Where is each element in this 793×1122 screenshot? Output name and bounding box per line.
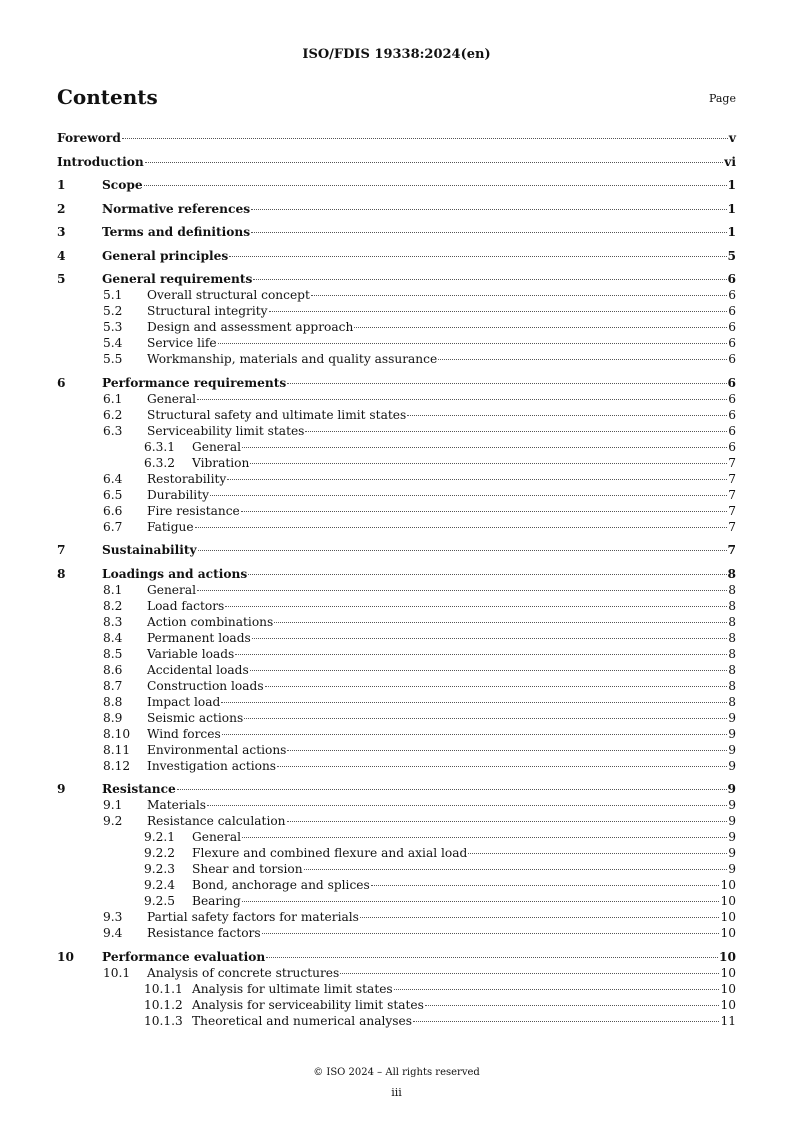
dot-leader [277, 766, 727, 767]
toc-entry-number: 10 [57, 949, 74, 964]
toc-entry-page: 1 [727, 201, 736, 216]
toc-entry-page: 8 [728, 598, 736, 613]
page-number: iii [391, 1086, 402, 1099]
toc-entry-page: 8 [728, 582, 736, 597]
toc-entry-page: 6 [727, 375, 736, 390]
toc-entry-number: 3 [57, 225, 66, 239]
dot-leader [304, 869, 728, 870]
toc-entry-number: 10.1.3 [144, 1013, 183, 1028]
toc-entry-title: General [192, 439, 241, 454]
toc-entry-title: Permanent loads [147, 630, 251, 645]
toc-entry-number: 6.5 [103, 487, 123, 502]
dot-leader [235, 654, 727, 655]
dot-leader [222, 734, 728, 735]
toc-entry-title: Durability [147, 487, 209, 502]
toc-entry-page: vi [724, 154, 736, 169]
dot-leader [340, 973, 719, 974]
toc-entry[interactable] [57, 598, 736, 614]
toc-entry-page: 5 [727, 248, 736, 263]
toc-entry-title: General [147, 582, 196, 597]
toc-entry-page: 9 [728, 726, 736, 741]
toc-entry-page: 6 [728, 407, 736, 422]
toc-entry-number: 8.5 [103, 646, 123, 661]
toc-entry-page: 7 [728, 519, 736, 534]
toc-entry[interactable] [57, 154, 736, 170]
toc-entry-page: 10 [720, 997, 736, 1012]
dot-leader [269, 311, 728, 312]
toc-entry-number: 5.4 [103, 336, 123, 350]
dot-leader [227, 479, 727, 480]
toc-entry-number: 2 [57, 201, 66, 216]
toc-entry-page: 6 [728, 423, 736, 438]
toc-entry-page: 6 [728, 288, 736, 302]
toc-entry[interactable] [57, 829, 736, 845]
dot-leader [248, 574, 726, 575]
toc-entry-number: 6.3.1 [144, 439, 176, 454]
toc-entry-number: 6.6 [103, 503, 123, 518]
toc-entry-page: 1 [727, 178, 736, 192]
toc-entry-page: 6 [727, 272, 736, 286]
toc-entry-number: 9.2.5 [144, 894, 176, 908]
toc-entry[interactable] [57, 248, 736, 264]
dot-leader [425, 1005, 720, 1006]
contents-title: Contents [57, 85, 158, 109]
dot-leader [197, 399, 727, 400]
toc-entry[interactable] [57, 694, 736, 710]
table-of-contents [57, 130, 736, 1029]
toc-entry-number: 8.2 [103, 598, 123, 613]
toc-entry-title: General [192, 830, 241, 844]
dot-leader [265, 686, 728, 687]
toc-entry-number: 9.2 [103, 814, 123, 828]
toc-entry-page: 9 [728, 862, 736, 876]
toc-entry[interactable] [57, 423, 736, 439]
toc-entry-title: Seismic actions [147, 710, 244, 725]
toc-entry-number: 9.2.4 [144, 878, 176, 892]
toc-entry-title: Sustainability [102, 543, 197, 557]
toc-entry-title: General [147, 391, 196, 406]
toc-entry-title: Structural safety and ultimate limit states [147, 407, 407, 422]
toc-entry[interactable] [57, 845, 736, 861]
dot-leader [197, 590, 727, 591]
toc-entry-title: Flexure and combined flexure and axial load [192, 846, 468, 860]
toc-entry[interactable] [57, 813, 736, 829]
toc-entry-title: Serviceability limit states [147, 423, 305, 438]
toc-entry-page: 9 [728, 846, 736, 860]
dot-leader [252, 638, 727, 639]
toc-entry-number: 6.4 [103, 471, 123, 486]
dot-leader [241, 511, 727, 512]
toc-entry-page: 6 [728, 336, 736, 350]
toc-entry-number: 6.3.2 [144, 455, 176, 470]
dot-leader [242, 447, 727, 448]
toc-entry-page: 9 [728, 798, 736, 812]
toc-entry[interactable] [57, 582, 736, 598]
toc-entry-number: 9 [57, 782, 66, 796]
toc-entry-page: 6 [728, 391, 736, 406]
toc-entry-title: Load factors [147, 598, 225, 613]
dot-leader [305, 431, 727, 432]
toc-entry[interactable] [57, 630, 736, 646]
dot-leader [198, 550, 727, 551]
toc-entry-title: Resistance factors [147, 926, 261, 940]
toc-entry-page: 10 [719, 949, 736, 964]
toc-entry-page: 8 [728, 678, 736, 693]
toc-entry-number: 5.5 [103, 352, 123, 366]
toc-entry-title: Action combinations [147, 614, 274, 629]
toc-entry-number: 6.7 [103, 519, 123, 534]
copyright-notice: © ISO 2024 – All rights reserved [313, 1067, 480, 1078]
toc-entry-page: 7 [728, 455, 736, 470]
dot-leader [274, 622, 727, 623]
toc-entry[interactable] [57, 877, 736, 893]
dot-leader [287, 750, 727, 751]
toc-entry-page: 6 [728, 304, 736, 318]
toc-entry-title: Bond, anchorage and splices [192, 878, 370, 892]
dot-leader [177, 789, 727, 790]
dot-leader [438, 359, 727, 360]
dot-leader [266, 957, 718, 958]
toc-entry-title: Service life [147, 336, 217, 350]
toc-entry-page: 9 [728, 742, 736, 757]
dot-leader [262, 933, 720, 934]
toc-entry[interactable] [57, 965, 736, 981]
toc-entry-title: Introduction [57, 154, 144, 169]
toc-entry-number: 6.2 [103, 407, 123, 422]
dot-leader [225, 606, 727, 607]
dot-leader [407, 415, 727, 416]
toc-entry-title: Design and assessment approach [147, 320, 354, 334]
toc-entry[interactable] [57, 726, 736, 742]
toc-entry[interactable] [57, 1013, 736, 1029]
dot-leader [250, 670, 728, 671]
toc-entry-title: Scope [102, 178, 143, 192]
toc-entry-number: 8.4 [103, 630, 123, 645]
toc-entry[interactable] [57, 335, 736, 351]
toc-entry-title: Impact load [147, 694, 221, 709]
toc-entry[interactable] [57, 439, 736, 455]
dot-leader [287, 821, 728, 822]
toc-entry-title: Materials [147, 798, 206, 812]
toc-entry[interactable] [57, 949, 736, 965]
toc-entry-number: 8.9 [103, 710, 123, 725]
toc-entry-title: Performance evaluation [102, 949, 266, 964]
toc-entry[interactable] [57, 662, 736, 678]
toc-entry-title: Analysis for serviceability limit states [192, 997, 424, 1012]
toc-entry-title: Performance requirements [102, 375, 287, 390]
toc-entry-page: 8 [728, 662, 736, 677]
toc-entry-number: 5.3 [103, 320, 123, 334]
toc-entry-title: Vibration [192, 455, 250, 470]
toc-entry-page: 6 [728, 439, 736, 454]
toc-entry-page: v [728, 131, 736, 145]
toc-entry-title: General requirements [102, 272, 253, 286]
toc-entry-page: 8 [727, 566, 736, 581]
toc-entry-number: 9.4 [103, 926, 123, 940]
toc-entry-title: Theoretical and numerical analyses [192, 1013, 412, 1028]
toc-entry-title: Foreword [57, 131, 121, 145]
toc-entry[interactable] [57, 455, 736, 471]
dot-leader [311, 295, 727, 296]
toc-entry-title: Structural integrity [147, 304, 268, 318]
toc-entry-title: Loadings and actions [102, 566, 248, 581]
toc-entry-number: 8.6 [103, 662, 123, 677]
toc-entry-page: 7 [728, 503, 736, 518]
toc-entry-page: 7 [727, 543, 736, 557]
toc-entry-page: 6 [728, 352, 736, 366]
dot-leader [354, 327, 727, 328]
dot-leader [207, 805, 727, 806]
toc-entry-page: 9 [728, 758, 736, 773]
dot-leader [251, 209, 726, 210]
toc-entry-number: 10.1 [103, 965, 131, 980]
toc-entry-number: 6.1 [103, 391, 123, 406]
dot-leader [244, 718, 727, 719]
toc-entry-number: 5.1 [103, 288, 123, 302]
toc-entry-number: 5 [57, 272, 66, 286]
toc-entry-number: 10.1.2 [144, 997, 183, 1012]
toc-entry[interactable] [57, 471, 736, 487]
toc-entry[interactable] [57, 130, 736, 146]
dot-leader [242, 901, 720, 902]
toc-entry-number: 8 [57, 566, 66, 581]
toc-entry-title: Partial safety factors for materials [147, 910, 359, 924]
toc-entry[interactable] [57, 742, 736, 758]
dot-leader [122, 138, 728, 139]
toc-entry-title: Wind forces [147, 726, 221, 741]
dot-leader [144, 185, 727, 186]
toc-entry-title: Terms and definitions [102, 225, 251, 239]
toc-entry-page: 9 [728, 830, 736, 844]
toc-entry-page: 10 [720, 878, 736, 892]
toc-entry-title: Analysis of concrete structures [147, 965, 340, 980]
toc-entry-number: 6.3 [103, 423, 123, 438]
page-column-label: Page [708, 92, 736, 105]
toc-entry-number: 9.2.2 [144, 846, 176, 860]
toc-entry[interactable] [57, 861, 736, 877]
toc-entry-page: 7 [728, 471, 736, 486]
toc-entry[interactable] [57, 758, 736, 774]
toc-entry[interactable] [57, 287, 736, 303]
toc-entry-number: 1 [57, 178, 66, 192]
dot-leader [221, 702, 727, 703]
dot-leader [371, 885, 720, 886]
toc-entry[interactable] [57, 678, 736, 694]
dot-leader [468, 853, 727, 854]
toc-entry-page: 10 [720, 926, 736, 940]
toc-entry[interactable] [57, 614, 736, 630]
toc-entry-title: Fatigue [147, 519, 194, 534]
toc-entry-page: 9 [727, 782, 736, 796]
toc-entry[interactable] [57, 893, 736, 909]
toc-entry-number: 5.2 [103, 304, 123, 318]
toc-entry-number: 8.11 [103, 742, 131, 757]
toc-entry-page: 1 [727, 225, 736, 239]
toc-entry-number: 4 [57, 248, 66, 263]
toc-entry-title: Restorability [147, 471, 227, 486]
toc-entry[interactable] [57, 351, 736, 367]
toc-entry-title: Investigation actions [147, 758, 277, 773]
toc-entry[interactable] [57, 271, 736, 287]
toc-entry[interactable] [57, 797, 736, 813]
toc-entry-title: Accidental loads [147, 662, 249, 677]
toc-entry-number: 8.10 [103, 726, 131, 741]
toc-entry-title: Shear and torsion [192, 862, 303, 876]
toc-entry-title: Workmanship, materials and quality assurance [147, 352, 438, 366]
toc-entry-page: 10 [720, 981, 736, 996]
toc-entry-number: 9.2.3 [144, 862, 176, 876]
toc-entry[interactable] [57, 407, 736, 423]
toc-entry-page: 8 [728, 614, 736, 629]
toc-entry-page: 8 [728, 646, 736, 661]
toc-entry-title: Variable loads [147, 646, 235, 661]
toc-entry-page: 6 [728, 320, 736, 334]
toc-entry[interactable] [57, 201, 736, 217]
toc-entry-title: General principles [102, 248, 229, 263]
toc-entry-number: 8.1 [103, 582, 123, 597]
dot-leader [413, 1021, 720, 1022]
dot-leader [195, 527, 728, 528]
toc-entry-number: 6 [57, 375, 66, 390]
toc-entry-page: 11 [720, 1013, 736, 1028]
toc-entry[interactable] [57, 997, 736, 1013]
toc-entry-page: 9 [728, 814, 736, 828]
toc-entry-title: Bearing [192, 894, 241, 908]
toc-entry[interactable] [57, 303, 736, 319]
toc-entry[interactable] [57, 710, 736, 726]
toc-entry-number: 10.1.1 [144, 981, 183, 996]
document-id-header: ISO/FDIS 19338:2024(en) [302, 47, 491, 62]
toc-entry-title: Analysis for ultimate limit states [192, 981, 393, 996]
toc-entry-number: 9.1 [103, 798, 123, 812]
dot-leader [145, 162, 723, 163]
toc-entry[interactable] [57, 925, 736, 941]
toc-entry-page: 7 [728, 487, 736, 502]
toc-entry-number: 9.3 [103, 910, 123, 924]
dot-leader [253, 279, 726, 280]
toc-entry[interactable] [57, 781, 736, 797]
toc-entry[interactable] [57, 375, 736, 391]
toc-entry[interactable] [57, 503, 736, 519]
dot-leader [218, 343, 728, 344]
dot-leader [360, 917, 720, 918]
toc-entry-title: Overall structural concept [147, 288, 310, 302]
toc-entry[interactable] [57, 487, 736, 503]
toc-entry-title: Construction loads [147, 678, 264, 693]
dot-leader [229, 256, 726, 257]
toc-entry-page: 10 [720, 965, 736, 980]
toc-entry[interactable] [57, 224, 736, 240]
toc-entry-page: 10 [720, 910, 736, 924]
toc-entry-page: 8 [728, 630, 736, 645]
toc-entry[interactable] [57, 909, 736, 925]
dot-leader [242, 837, 727, 838]
dot-leader [251, 232, 726, 233]
toc-entry[interactable] [57, 981, 736, 997]
toc-entry[interactable] [57, 519, 736, 535]
toc-entry-title: Fire resistance [147, 503, 240, 518]
toc-entry[interactable] [57, 391, 736, 407]
dot-leader [287, 383, 726, 384]
toc-entry-title: Normative references [102, 201, 251, 216]
dot-leader [394, 989, 720, 990]
toc-entry[interactable] [57, 319, 736, 335]
toc-entry[interactable] [57, 566, 736, 582]
toc-entry-number: 8.8 [103, 694, 123, 709]
toc-entry-number: 9.2.1 [144, 830, 176, 844]
toc-entry[interactable] [57, 177, 736, 193]
toc-entry-number: 7 [57, 543, 66, 557]
toc-entry-number: 8.12 [103, 758, 131, 773]
dot-leader [250, 463, 727, 464]
toc-entry[interactable] [57, 646, 736, 662]
toc-entry-page: 10 [720, 894, 736, 908]
toc-entry[interactable] [57, 542, 736, 558]
dot-leader [210, 495, 727, 496]
toc-entry-title: Resistance [102, 782, 176, 796]
toc-entry-page: 9 [728, 710, 736, 725]
toc-entry-title: Resistance calculation [147, 814, 286, 828]
toc-entry-number: 8.7 [103, 678, 123, 693]
toc-entry-page: 8 [728, 694, 736, 709]
toc-entry-number: 8.3 [103, 614, 123, 629]
toc-entry-title: Environmental actions [147, 742, 287, 757]
